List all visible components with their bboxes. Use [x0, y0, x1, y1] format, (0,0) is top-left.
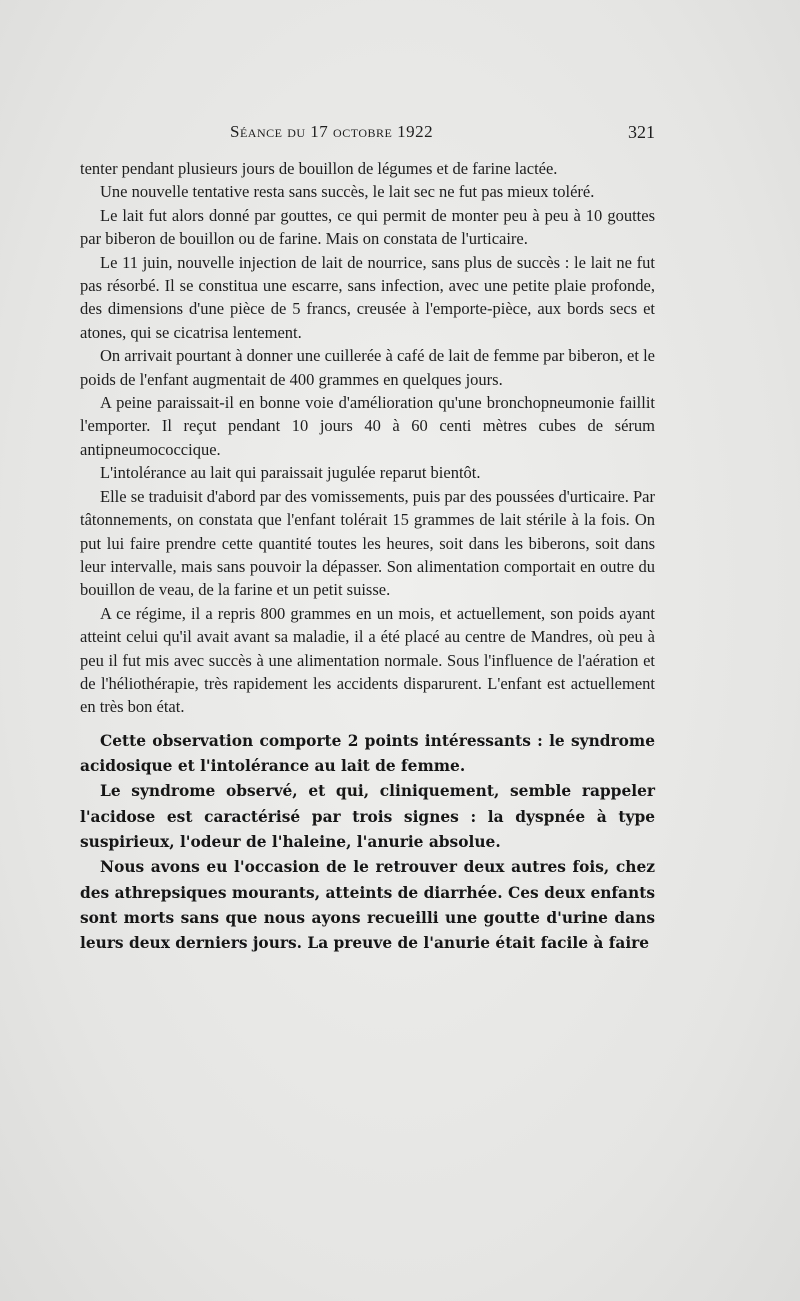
bold-section — [80, 729, 655, 957]
paragraph: Le lait fut alors donné par gouttes, ce qui permit de monter peu à peu à 10 gouttes par biberon de bouillon ou de farine. Mais on constata de l'urticaire. — [80, 205, 655, 249]
bold-paragraph: Le syndrome observé, et qui, cliniquement, semble rappeler l'acidose est caractérisé par trois signes : la dyspnée à type suspirieux, l'odeur de l'haleine, l'anurie absolue. — [80, 782, 655, 851]
body-text — [80, 157, 655, 956]
page-header — [80, 122, 655, 146]
bold-paragraph: Cette observation comporte 2 points intéressants : le syndrome acidosique et l'intolérance au lait de femme. — [80, 731, 655, 776]
paragraph: A ce régime, il a repris 800 grammes en un mois, et actuellement, son poids ayant atteint celui qu'il avait avant sa maladie, il a été placé au centre de Mandres, où peu à peu il fut mis avec succès à une alimentation normale. Sous l'influence de l'aération et de l'héliothérapie, très rapidement les accidents disparurent. L'enfant est actuellement en très bon état. — [80, 603, 655, 717]
paragraph: Elle se traduisit d'abord par des vomissements, puis par des poussées d'urticaire. Par tâtonnements, on constata que l'enfant tolérait 15 grammes de lait stérile à la fois. On put lui faire prendre cette quantité toutes les heures, soit dans les biberons, soit dans leur intervalle, mais sans pouvoir la dépasser. Son alimentation comportait en outre du bouillon de veau, de la farine et un petit suisse. — [80, 486, 655, 600]
paragraph: On arrivait pourtant à donner une cuillerée à café de lait de femme par biberon, et le poids de l'enfant augmentait de 400 grammes en quelques jours. — [80, 346, 655, 389]
paragraph: A peine paraissait-il en bonne voie d'amélioration qu'une bronchopneumonie faillit l'emporter. Il reçut pendant 10 jours 40 à 60 centi mètres cubes de sérum antipneumococcique. — [80, 393, 655, 459]
page-number: 321 — [628, 122, 655, 142]
running-title: Séance du 17 octobre 1922 — [230, 122, 434, 141]
bold-paragraph: Nous avons eu l'occasion de le retrouver deux autres fois, chez des athrepsiques mourants, atteints de diarrhée. Ces deux enfants sont morts sans que nous ayons recueilli une goutte d'urine dans leurs deux derniers jours. La preuve de l'anurie était facile à faire — [80, 858, 655, 953]
paragraph: L'intolérance au lait qui paraissait jugulée reparut bientôt. — [100, 463, 481, 483]
paragraph: Le 11 juin, nouvelle injection de lait de nourrice, sans plus de succès : le lait ne fut pas résorbé. Il se constitua une escarre, sans infection, avec une petite plaie profonde, des dimensions d'une pièce de 5 francs, creusée à l'emporte-pièce, aux bords secs et atones, qui se cicatrisa lentement. — [80, 252, 655, 342]
paragraph: tenter pendant plusieurs jours de bouillon de légumes et de farine lactée. — [80, 159, 558, 178]
paragraph: Une nouvelle tentative resta sans succès, le lait sec ne fut pas mieux toléré. — [100, 182, 595, 202]
